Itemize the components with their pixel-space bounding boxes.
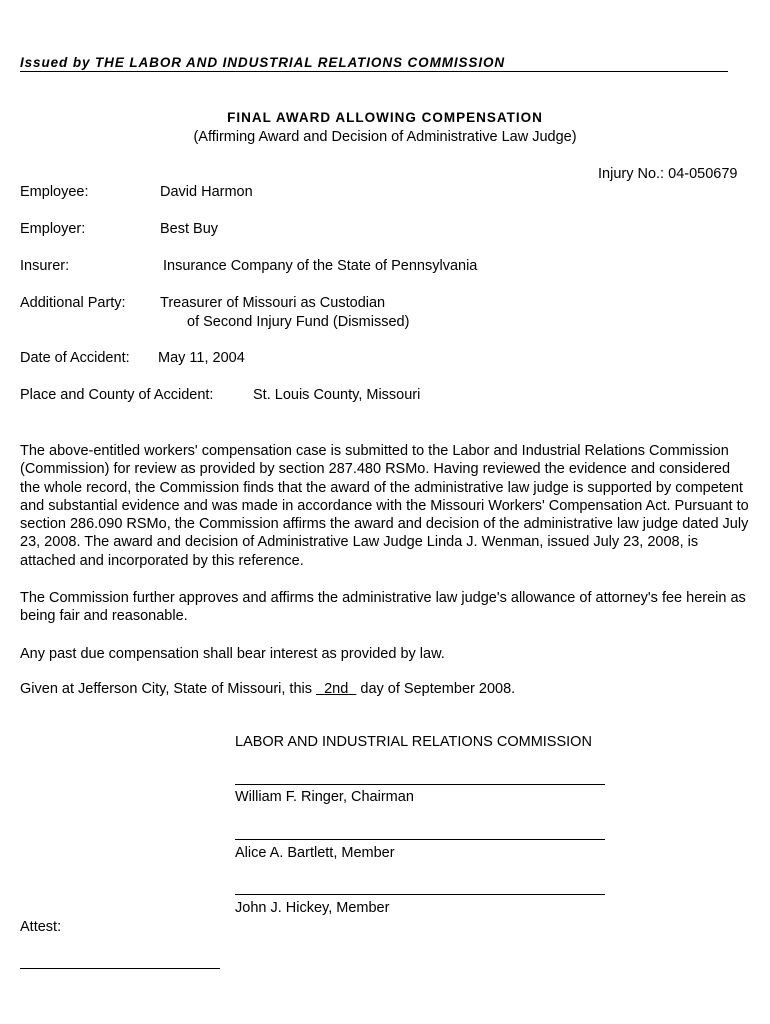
additional-party-label: Additional Party:: [20, 295, 126, 311]
signatory-member-hickey: John J. Hickey, Member: [235, 900, 390, 916]
injury-number-value: 04-050679: [668, 166, 738, 182]
date-of-accident-label: Date of Accident:: [20, 350, 130, 366]
given-line: [20, 681, 515, 697]
signatory-member-bartlett: Alice A. Bartlett, Member: [235, 845, 395, 861]
given-prefix: Given at Jefferson City, State of Missouri, this: [20, 681, 312, 697]
commission-name: LABOR AND INDUSTRIAL RELATIONS COMMISSION: [235, 734, 592, 750]
insurer-value: Insurance Company of the State of Pennsylvania: [163, 258, 478, 274]
body-paragraph-attorney-fee: The Commission further approves and affirms the administrative law judge's allowance of attorney's fee herein as being fair and reasonable.: [20, 590, 746, 625]
additional-party-value-line2: of Second Injury Fund (Dismissed): [187, 314, 410, 330]
signature-line-chairman: [235, 784, 605, 785]
injury-number-label: Injury No.:: [598, 166, 665, 182]
signature-line-member-bartlett: [235, 839, 605, 840]
employer-label: Employer:: [20, 221, 86, 237]
additional-party-value-line1: Treasurer of Missouri as Custodian: [160, 295, 386, 311]
document-subtitle: (Affirming Award and Decision of Administrative Law Judge): [193, 129, 577, 145]
place-of-accident-label: Place and County of Accident:: [20, 387, 214, 403]
issuer-header: Issued by THE LABOR AND INDUSTRIAL RELATIONS COMMISSION: [20, 55, 728, 72]
employer-value: Best Buy: [160, 221, 219, 237]
signature-line-member-hickey: [235, 894, 605, 895]
date-of-accident-value: May 11, 2004: [158, 350, 245, 366]
signatory-chairman: William F. Ringer, Chairman: [235, 789, 414, 805]
employee-value: David Harmon: [160, 184, 253, 200]
place-of-accident-value: St. Louis County, Missouri: [253, 387, 421, 403]
employee-label: Employee:: [20, 184, 89, 200]
attest-signature-line: [20, 968, 220, 969]
insurer-label: Insurer:: [20, 258, 70, 274]
injury-number: [598, 166, 737, 182]
given-day: 2nd: [324, 681, 349, 697]
body-paragraph-interest: Any past due compensation shall bear interest as provided by law.: [20, 646, 445, 662]
document-title: FINAL AWARD ALLOWING COMPENSATION: [227, 110, 543, 125]
given-suffix: day of September 2008.: [360, 681, 516, 697]
attest-label: Attest:: [20, 919, 62, 935]
body-paragraph-review: The above-entitled workers' compensation case is submitted to the Labor and Industrial Relations Commission (Commission) for review as provided by section 287.480 RSMo. Having reviewed the evidence and considered the whole record, the Commission finds that the award of the administrative law judge is supported by competent and substantial evidence and was made in accordance with the Missouri Workers' Compensation Act. Pursuant to section 286.090 RSMo, the Commission affirms the award and decision of the administrative law judge dated July 23, 2008. The award and decision of Administrative Law Judge Linda J. Wenman, issued July 23, 2008, is attached and incorporated by this reference.: [20, 443, 749, 569]
